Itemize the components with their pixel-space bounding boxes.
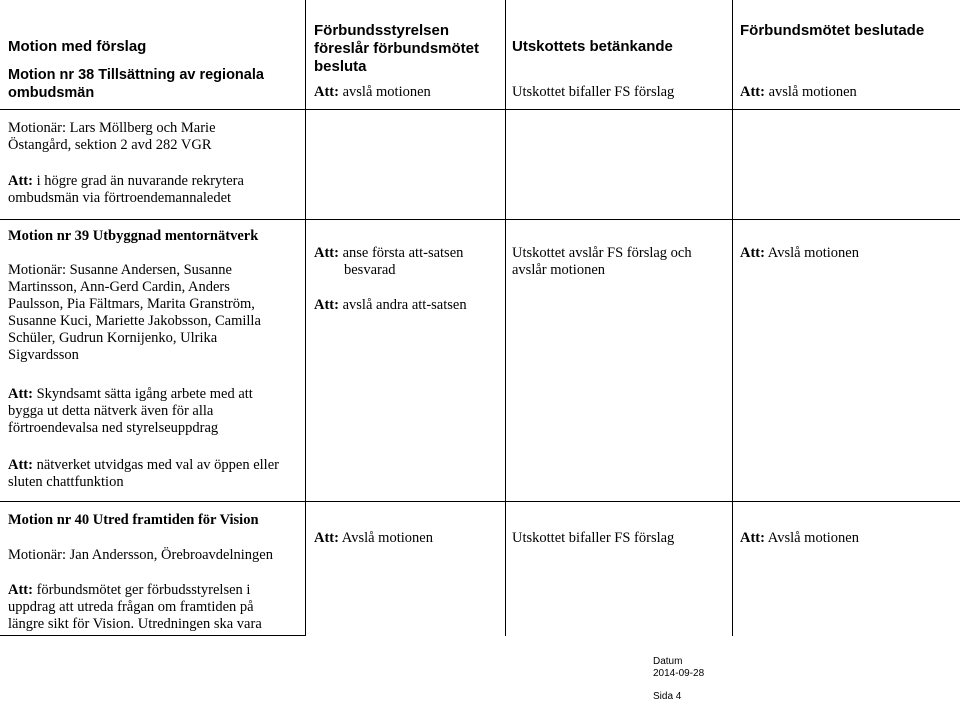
motion-40-committee: Utskottet bifaller FS förslag bbox=[512, 530, 675, 546]
motion-38-motionar: Motionär: Lars Möllberg och Marie Östangård, sektion 2 avd 282 VGR bbox=[8, 120, 216, 153]
row-divider bbox=[0, 219, 960, 220]
motion-39-motionar: Motionär: Susanne Andersen, Susanne Martinsson, Ann-Gerd Cardin, Anders Paulsson, Pia Fältmars, Marita Granström, Susanne Kuci, Mariette Jakobsson, Camilla Schüler, Gudrun Kornijenko, Ulrika Sigvardsson bbox=[8, 262, 261, 363]
motion-39-title: Motion nr 39 Utbyggnad mentornätverk bbox=[8, 228, 259, 244]
motion-40-fs-proposal: Att: Avslå motionen bbox=[314, 530, 433, 546]
motion-40-title: Motion nr 40 Utred framtiden för Vision bbox=[8, 512, 259, 528]
row-divider bbox=[0, 109, 960, 110]
motion-38-title: Motion nr 38 Tillsättning av regionala ombudsmän bbox=[8, 67, 264, 101]
motion-38-decision: Att: avslå motionen bbox=[740, 84, 857, 100]
motion-39-att-1: Att: Skyndsamt sätta igång arbete med att bygga ut detta nätverk även för alla förtroendevalsa ned styrelseuppdrag bbox=[8, 386, 253, 436]
motion-39-decision: Att: Avslå motionen bbox=[740, 245, 859, 261]
table-bottom-border bbox=[0, 635, 305, 636]
footer-date-value: 2014-09-28 bbox=[653, 668, 705, 679]
motion-38-att-1: Att: i högre grad än nuvarande rekrytera ombudsmän via förtroendemannaledet bbox=[8, 173, 244, 206]
column-divider bbox=[505, 0, 506, 636]
column-divider bbox=[305, 0, 306, 636]
header-motion: Motion med förslag bbox=[8, 38, 147, 55]
column-divider bbox=[732, 0, 733, 636]
motion-40-att-1: Att: förbundsmötet ger förbudsstyrelsen i uppdrag att utreda frågan om framtiden på längre sikt för Vision. Utredningen ska vara bbox=[8, 582, 262, 632]
header-committee: Utskottets betänkande bbox=[512, 38, 673, 55]
footer-date-label: Datum bbox=[653, 656, 683, 667]
row-divider bbox=[0, 501, 960, 502]
motion-38-committee: Utskottet bifaller FS förslag bbox=[512, 84, 675, 100]
footer-page-number: Sida 4 bbox=[653, 691, 682, 702]
header-decision: Förbundsmötet beslutade bbox=[740, 22, 925, 39]
motion-40-motionar: Motionär: Jan Andersson, Örebroavdelningen bbox=[8, 547, 273, 563]
motion-39-fs-proposal-1: Att: anse första att-satsen besvarad bbox=[314, 245, 464, 278]
motion-38-fs-proposal: Att: avslå motionen bbox=[314, 84, 431, 100]
header-fs-proposal: Förbundsstyrelsen föreslår förbundsmötet besluta bbox=[314, 22, 480, 75]
motion-39-fs-proposal-2: Att: avslå andra att-satsen bbox=[314, 297, 467, 313]
motion-39-committee: Utskottet avslår FS förslag och avslår motionen bbox=[512, 245, 692, 278]
motion-39-att-2: Att: nätverket utvidgas med val av öppen eller sluten chattfunktion bbox=[8, 457, 279, 490]
motion-40-decision: Att: Avslå motionen bbox=[740, 530, 859, 546]
